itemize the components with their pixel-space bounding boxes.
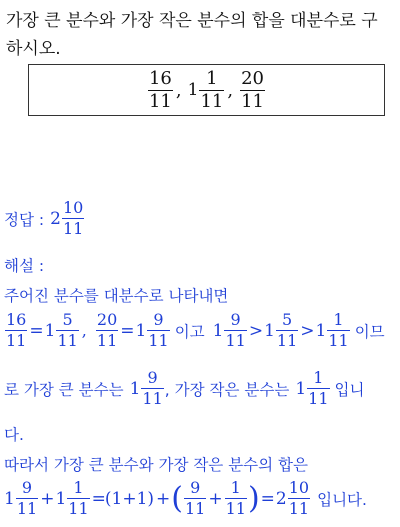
explanation-line-5: 따라서 가장 큰 분수와 가장 작은 분수의 합은: [4, 456, 309, 474]
answer-label: 정답 :: [4, 210, 45, 229]
answer-row: 정답 : 2 $\frac{10}{11}$: [4, 198, 84, 238]
answer-fraction: $\frac{10}{11}$: [62, 198, 84, 238]
option-mixed-2: 1 $\frac{1}{11}$: [187, 67, 224, 112]
explanation-label: 해설 :: [4, 257, 45, 275]
explanation-equation-2: 1 $\frac{9}{11}$ + 1 $\frac{1}{11}$ = (1+1) + ( $\frac{9}{11}$ + $\frac{1}{11}$ ) = 2 $\frac{10}{11}$ 입니다.: [4, 478, 367, 518]
option-fraction-3: $\frac{20}{11}$: [241, 67, 264, 112]
explanation-equation-1: $\frac{16}{11}$ = 1 $\frac{5}{11}$ , $\frac{20}{11}$ = 1 $\frac{9}{11}$ 이고 1 $\frac{9}{11}$ > 1 $\frac{5}{11}$ > 1 $\frac{1}{11}$ 이므: [6, 310, 385, 350]
explanation-line-3: 로 가장 큰 분수는 1 $\frac{9}{11}$ , 가장 작은 분수는 1 $\frac{1}{11}$ 입니: [4, 368, 365, 408]
explanation-line-4: 다.: [4, 426, 24, 444]
question-line-2: 하시오.: [6, 39, 61, 59]
question-line-1: 가장 큰 분수와 가장 작은 분수의 합을 대분수로 구: [6, 11, 378, 31]
explanation-line-1: 주어진 분수를 대분수로 나타내면: [4, 287, 229, 305]
option-fraction-1: $\frac{16}{11}$: [148, 67, 172, 112]
options-box: $\frac{16}{11}$ , 1 $\frac{1}{11}$ , $\frac{20}{11}$: [28, 64, 385, 116]
